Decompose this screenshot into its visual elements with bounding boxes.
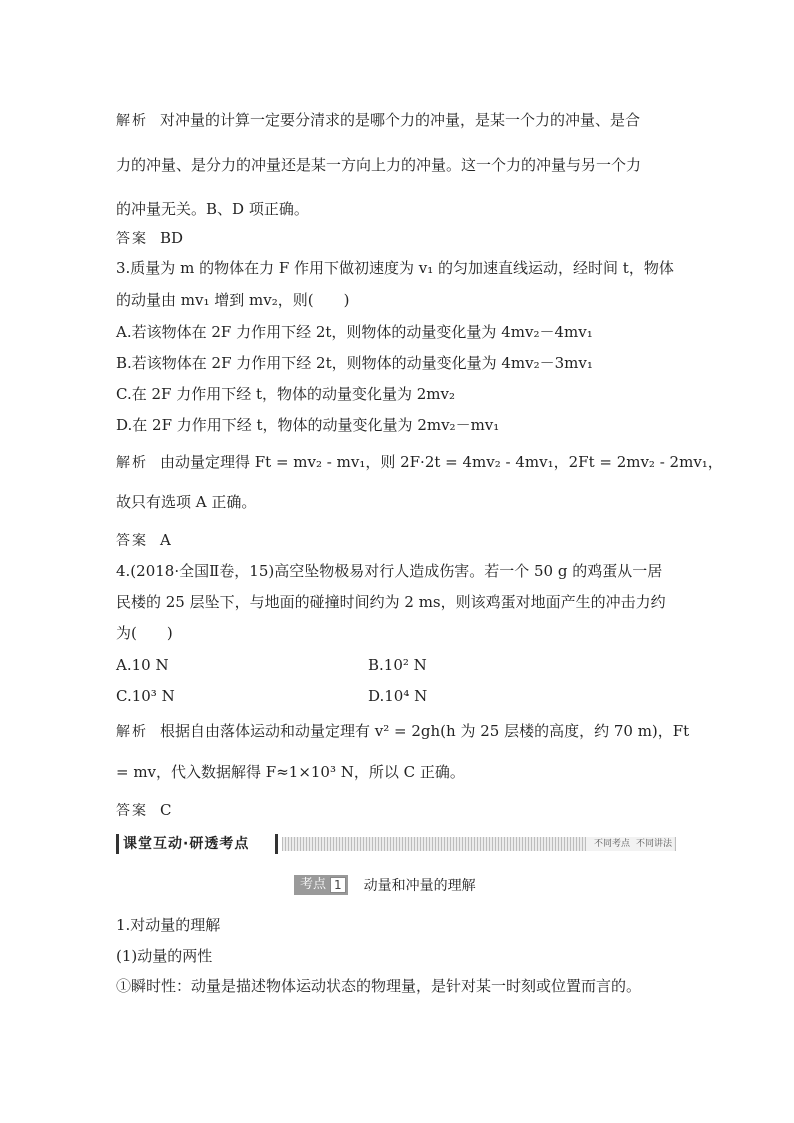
answer-label: 答案 <box>116 803 148 819</box>
answer-label: 答案 <box>116 231 148 247</box>
text: 对冲量的计算一定要分清求的是哪个力的冲量，是某一个力的冲量、是合 <box>160 111 641 129</box>
question-4-line: 民楼的 25 层坠下，与地面的碰撞时间约为 2 ms，则该鸡蛋对地面产生的冲击力约 <box>116 593 666 611</box>
answer-line <box>116 530 682 551</box>
question-3-line: 3.质量为 m 的物体在力 F 作用下做初速度为 v₁ 的匀加速直线运动，经时间 t，物体 <box>116 259 674 277</box>
section-banner <box>116 834 676 854</box>
paragraph-line: 力的冲量、是分力的冲量还是某一方向上力的冲量。这一个力的冲量与另一个力 <box>116 156 642 174</box>
kaodian-badge-label: 考点 <box>300 877 327 892</box>
kaodian-title: 动量和冲量的理解 <box>363 878 476 894</box>
option-a: A.10 N <box>116 656 169 674</box>
paragraph-line: 的冲量无关。B、D 项正确。 <box>116 200 309 218</box>
banner-tags <box>586 837 674 851</box>
kaodian-badge <box>294 875 348 895</box>
answer-value: A <box>160 531 171 549</box>
section-heading: 1.对动量的理解 <box>116 916 221 934</box>
answer-value: C <box>160 801 172 819</box>
analysis-line: = mv，代入数据解得 F≈1×10³ N，所以 C 正确。 <box>116 763 465 781</box>
subsection-heading: (1)动量的两性 <box>116 947 213 965</box>
answer-label: 答案 <box>116 533 148 549</box>
option-b: B.若该物体在 2F 力作用下经 2t，则物体的动量变化量为 4mv₂－3mv₁ <box>116 354 593 372</box>
banner-title: 课堂互动·研透考点 <box>116 834 278 854</box>
banner-tag: 不同考点 <box>593 839 630 849</box>
option-c: C.在 2F 力作用下经 t，物体的动量变化量为 2mv₂ <box>116 385 456 403</box>
answer-value: BD <box>160 229 184 247</box>
analysis-block-1 <box>116 98 682 231</box>
question-4-line: 为( ) <box>116 624 173 642</box>
text: 由动量定理得 Ft = mv₂ - mv₁，则 2F·2t = 4mv₂ - 4mv₁，2Ft = 2mv₂ - 2mv₁， <box>160 453 723 471</box>
option-b: B.10² N <box>368 656 427 674</box>
question-4-line: 4.(2018·全国Ⅱ卷，15)高空坠物极易对行人造成伤害。若一个 50 g 的鸡蛋从一居 <box>116 562 663 580</box>
analysis-label: 解析 <box>116 455 148 471</box>
options-row <box>116 686 682 706</box>
analysis-label: 解析 <box>116 724 148 740</box>
answer-line <box>116 228 682 249</box>
paragraph-line: ①瞬时性：动量是描述物体运动状态的物理量，是针对某一时刻或位置而言的。 <box>116 977 642 995</box>
option-a: A.若该物体在 2F 力作用下经 2t，则物体的动量变化量为 4mv₂－4mv₁ <box>116 323 593 341</box>
option-c: C.10³ N <box>116 687 175 705</box>
text: 根据自由落体运动和动量定理有 v² = 2gh(h 为 25 层楼的高度，约 70 m)，Ft <box>160 722 690 740</box>
option-d: D.在 2F 力作用下经 t，物体的动量变化量为 2mv₂－mv₁ <box>116 416 500 434</box>
banner-tag: 不同讲法 <box>635 839 672 849</box>
option-d: D.10⁴ N <box>368 687 428 705</box>
kaodian-heading <box>294 874 476 896</box>
analysis-line: 故只有选项 A 正确。 <box>116 493 257 511</box>
analysis-line <box>116 721 690 742</box>
kaodian-number: 1 <box>330 877 346 893</box>
options-row <box>116 655 682 675</box>
analysis-label: 解析 <box>116 113 148 129</box>
answer-line <box>116 800 682 821</box>
paragraph-line <box>116 98 682 143</box>
question-3-line: 的动量由 mv₁ 增到 mv₂，则( ) <box>116 291 350 309</box>
analysis-line <box>116 452 723 473</box>
